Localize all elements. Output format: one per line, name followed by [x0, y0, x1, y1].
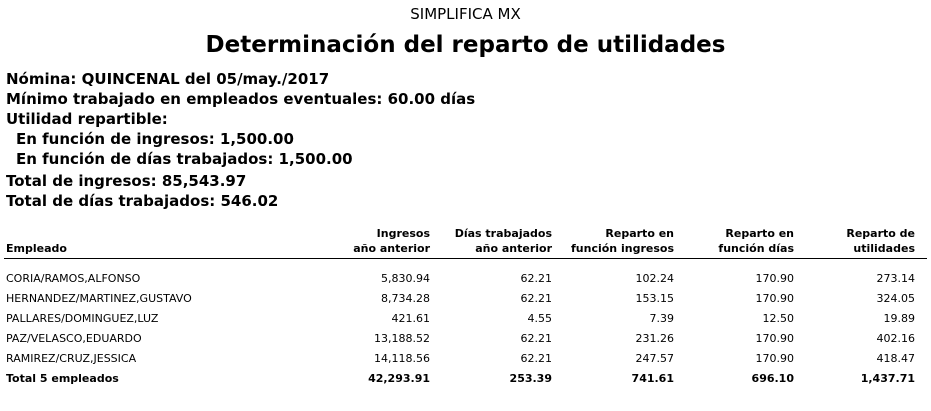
info-total-dias: Total de días trabajados: 546.02 [6, 192, 279, 210]
cell-reparto-dias: 170.90 [755, 272, 794, 285]
info-utilidad-repartible: Utilidad repartible: [6, 110, 168, 128]
cell-reparto-utilidades: 324.05 [876, 292, 915, 305]
cell-reparto-ingresos: 247.57 [635, 352, 674, 365]
report-title: Determinación del reparto de utilidades [205, 32, 726, 58]
cell-reparto-dias: 170.90 [755, 352, 794, 365]
cell-dias: 62.21 [520, 272, 552, 285]
cell-reparto-dias: 170.90 [755, 292, 794, 305]
header-reparto-ingresos: Reparto en función ingresos [564, 224, 686, 259]
cell-empleado: PALLARES/DOMINGUEZ,LUZ [6, 312, 159, 325]
table-total-row [4, 369, 927, 389]
cell-empleado: CORIA/RAMOS,ALFONSO [6, 272, 141, 285]
cell-reparto-ingresos: 102.24 [635, 272, 674, 285]
cell-reparto-utilidades: 19.89 [883, 312, 915, 325]
reparto-table [4, 224, 927, 389]
cell-ingresos: 8,734.28 [381, 292, 430, 305]
company-name: SIMPLIFICA MX [410, 5, 521, 23]
total-dias: 253.39 [509, 372, 552, 385]
cell-dias: 62.21 [520, 292, 552, 305]
header-reparto-dias: Reparto en función días [686, 224, 806, 259]
cell-dias: 4.55 [527, 312, 552, 325]
header-ingresos: Ingresos año anterior [264, 224, 442, 259]
total-reparto-utilidades: 1,437.71 [860, 372, 915, 385]
table-row [4, 329, 927, 349]
header-empleado: Empleado [4, 224, 264, 259]
header-reparto-utilidades: Reparto de utilidades [806, 224, 927, 259]
cell-reparto-utilidades: 273.14 [876, 272, 915, 285]
info-nomina: Nómina: QUINCENAL del 05/may./2017 [6, 70, 330, 88]
table-row [4, 289, 927, 309]
cell-ingresos: 14,118.56 [374, 352, 430, 365]
table-row [4, 269, 927, 289]
table-row [4, 349, 927, 369]
cell-ingresos: 421.61 [391, 312, 430, 325]
cell-ingresos: 5,830.94 [381, 272, 430, 285]
total-ingresos: 42,293.91 [368, 372, 430, 385]
cell-reparto-utilidades: 402.16 [876, 332, 915, 345]
cell-ingresos: 13,188.52 [374, 332, 430, 345]
cell-empleado: HERNANDEZ/MARTINEZ,GUSTAVO [6, 292, 192, 305]
header-dias-trabajados: Días trabajados año anterior [442, 224, 564, 259]
cell-empleado: PAZ/VELASCO,EDUARDO [6, 332, 142, 345]
info-total-ingresos: Total de ingresos: 85,543.97 [6, 172, 247, 190]
table-header-row [4, 224, 927, 259]
info-funcion-ingresos: En función de ingresos: 1,500.00 [16, 130, 294, 148]
total-reparto-ingresos: 741.61 [631, 372, 674, 385]
total-label: Total 5 empleados [6, 372, 119, 385]
info-funcion-dias: En función de días trabajados: 1,500.00 [16, 150, 353, 168]
info-minimo-trabajado: Mínimo trabajado en empleados eventuales: 60.00 días [6, 90, 476, 108]
cell-reparto-utilidades: 418.47 [876, 352, 915, 365]
cell-dias: 62.21 [520, 332, 552, 345]
cell-reparto-dias: 12.50 [762, 312, 794, 325]
cell-reparto-ingresos: 7.39 [649, 312, 674, 325]
cell-reparto-ingresos: 231.26 [635, 332, 674, 345]
table-row [4, 309, 927, 329]
cell-dias: 62.21 [520, 352, 552, 365]
cell-empleado: RAMIREZ/CRUZ,JESSICA [6, 352, 137, 365]
cell-reparto-dias: 170.90 [755, 332, 794, 345]
total-reparto-dias: 696.10 [751, 372, 794, 385]
cell-reparto-ingresos: 153.15 [635, 292, 674, 305]
table-spacer [4, 259, 927, 270]
